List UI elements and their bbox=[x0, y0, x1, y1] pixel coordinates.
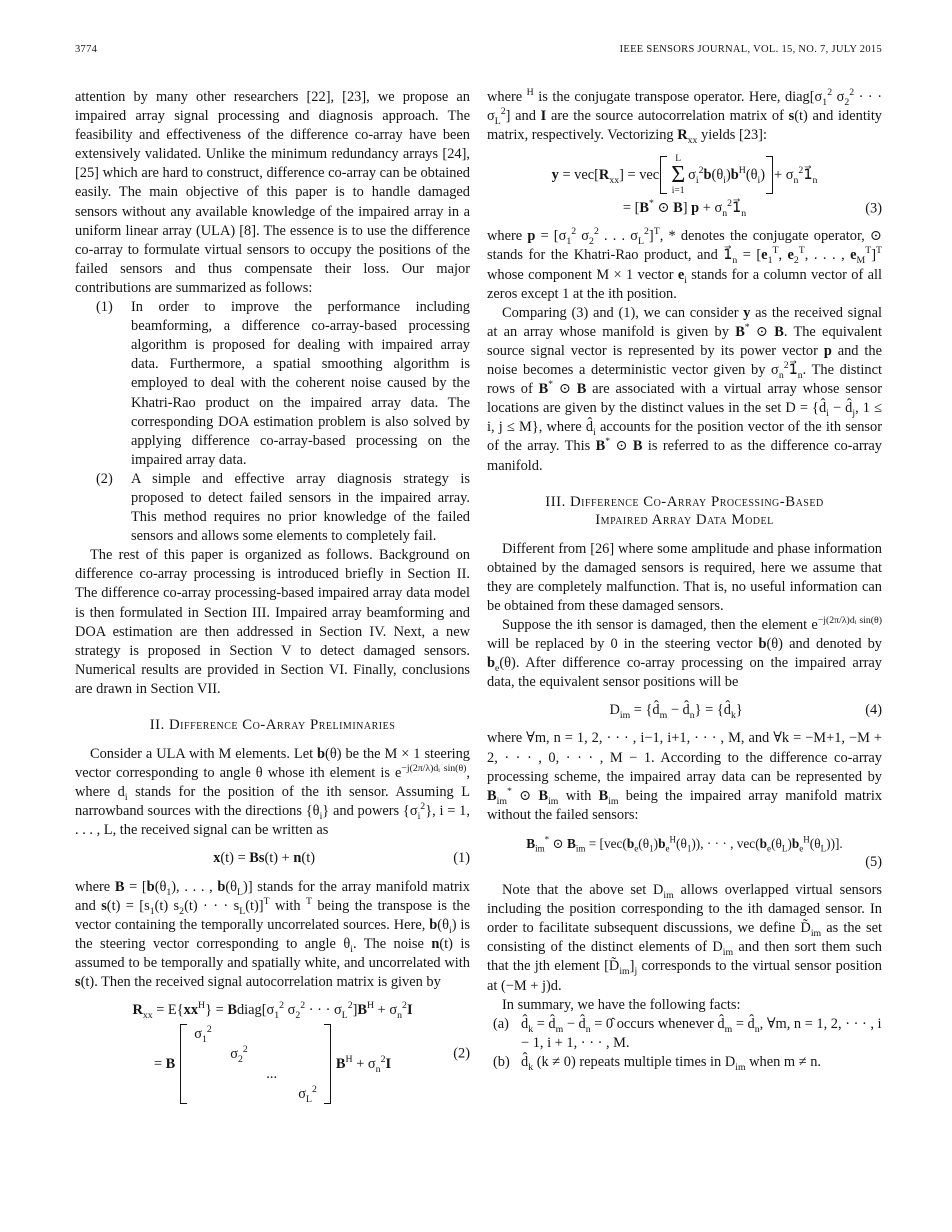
list-item-text: A simple and effective array diagnosis strategy is proposed to detect failed sensors in the impaired array. This method requires no prior knowledge of the failed sensors and allows some elements to completely fail. bbox=[131, 470, 470, 545]
equation-tag: (2) bbox=[453, 1045, 470, 1062]
equation-body: = [B* ⊙ B] $p + \sigma_n^21⃗_n$ bbox=[622, 198, 747, 220]
contribution-item-1 bbox=[75, 298, 470, 470]
equation-line-2 bbox=[487, 199, 882, 218]
list-item-text: In order to improve the performance including beamforming, a difference co-array-based processing algorithm is proposed for dealing with impaired array data. Furthermore, a spatial smoothing algorithm is employed to deal with the coherent noise caused by the Khatri-Rao product on the impaired array data. The corresponding DOA estimation problem is also solved by applying difference co-array-based processing on the impaired array data. bbox=[131, 299, 470, 468]
equation-suffix: $B^H + \sigma_n^2I$ bbox=[335, 1053, 392, 1075]
equation-suffix: + $\sigma_n^21⃗_n$ bbox=[774, 164, 818, 186]
list-number: (2) bbox=[96, 470, 113, 487]
sigma-icon: Σ bbox=[671, 162, 686, 189]
heading-line-1: III. Difference Co-Array Processing-Based bbox=[545, 493, 824, 510]
equation-line: $R_{xx} = E\{xx^H\}$ = $Bdiag[\sigma_1^2$ $\sigma_2^2$ · · · $\sigma_L^2]B^H + \sigma_n^2I$ bbox=[132, 1000, 413, 1021]
equation-term: $\sigma_i^2b(\theta_i)b^H(\theta_i)$ bbox=[688, 164, 766, 186]
paragraph-intro: attention by many other researchers [22], [23], we propose an impaired array signal processing and diagnosis approach. The feasibility and effectiveness of the difference co-array have been extensively validated. Unlike the minimum redundancy arrays [24], [25] which are hard to construct, difference co-array can be obtained easily. The main objective of this paper is to handle damaged sensors without any available knowledge of the impaired array in a uniform linear array (ULA) [8]. The essence is to use the difference co-array to formulate virtual sensors to occupy the positions of the failed sensors and thus compensate their loss. Our major contributions are summarized as follows: bbox=[75, 89, 470, 296]
paragraph-outline: The rest of this paper is organized as follows. Background on difference co-array processing is introduced briefly in Section II. The difference co-array processing-based impaired array data model is then formulated in Section III. Impaired array beamforming and DOA estimation are then addressed in Section IV. Next, a new strategy is proposed in Section V to detect damaged sensors. Numerical results are provided in Section VI. Finally, conclusions are drawn in Section VII. bbox=[75, 547, 470, 697]
equation-prefix: $y = vec[R_{xx}]$ = vec bbox=[551, 166, 660, 186]
paragraph-note: Note that the above set $D_{im}$ allows overlapped virtual sensors including the position corresponding to the ith damaged sensor. In order to facilitate subsequent discussions, we define $D̃_{im}$ as the set consisting of the distinct elements of $D_{im}$ and then sort them such that the jth element $[D̃_{im}]_j$ corresponds to the virtual sensor position at (−M + j)d. bbox=[487, 882, 883, 994]
right-bracket bbox=[766, 156, 773, 194]
matrix-entry: $\sigma_1^2$ bbox=[194, 1024, 212, 1046]
equation-body: $B_{im}^*$ ⊙ $B_{im} = [vec(b_e(\theta_1)b_e^H(\theta_1))$, · · · , $vec(b_e(\theta_L)b_e^H(\theta_L))$]. bbox=[526, 834, 843, 854]
equation-body: $D_{im}$ = {$d̂_m$ − $d̂_n$} = $\{d̂_k\}$ bbox=[609, 702, 743, 722]
equation-tag: (4) bbox=[865, 702, 882, 719]
right-bracket bbox=[324, 1024, 331, 1104]
list-number: (b) bbox=[493, 1053, 510, 1070]
matrix-entry: $\sigma_2^2$ bbox=[230, 1044, 248, 1066]
fact-item-a bbox=[487, 1015, 882, 1053]
right-column bbox=[487, 88, 882, 1115]
journal-title: IEEE SENSORS JOURNAL, VOL. 15, NO. 7, JULY 2015 bbox=[619, 44, 882, 55]
summation-symbol bbox=[671, 154, 685, 196]
matrix-rows bbox=[188, 1022, 323, 1106]
equation-4 bbox=[487, 701, 882, 720]
paragraph-different: Different from [26] where some amplitude and phase information obtained by the damaged sensors is required, here we assume that they are completely malfunction. That is, no useful information can be obtained from these damaged sensors. bbox=[487, 540, 882, 614]
paragraph-conjugate: where $^H$ is the conjugate transpose operator. Here, $diag[\sigma_1^2$ $\sigma_2^2$ · · · $\sigma_L^2$] and I are the source autocorrelation matrix of s(t) and identity matrix, respectively. Vectorizing $R_{xx}$ yields [23]: bbox=[487, 87, 883, 147]
equation-tag: (1) bbox=[453, 850, 470, 867]
equation-1 bbox=[75, 849, 470, 868]
equation-3 bbox=[487, 154, 882, 218]
equation-line-matrix bbox=[75, 1022, 470, 1106]
running-header bbox=[75, 44, 882, 55]
paragraph-suppose: Suppose the ith sensor is damaged, then the element $e^{-j(2\pi/\lambda)dᵢ sin(\theta)}$ will be replaced by 0 in the steering vector b(θ) and denoted by $b_e(\theta)$. After difference co-array processing on the impaired array data, the equivalent sensor positions will be bbox=[487, 615, 883, 691]
sum-lower-limit: i=1 bbox=[671, 186, 685, 197]
contribution-item-2 bbox=[75, 470, 470, 546]
paragraph-forall: where ∀m, n = 1, 2, · · · , i−1, i+1, · · · , M, and ∀k = −M+1, −M + 2, · · · , 0, · · · , M − 1. According to the difference co-array processing scheme, the impaired array data can be represented by $B_{im}^*$ ⊙ $B_{im}$ with $B_{im}$ being the impaired array manifold matrix without the failed sensors: bbox=[487, 730, 883, 823]
sum-upper-limit: L bbox=[675, 154, 682, 165]
fact-item-b bbox=[487, 1053, 882, 1072]
equation-2 bbox=[75, 1001, 470, 1106]
list-number: (1) bbox=[96, 299, 113, 316]
section-heading-2: II. Difference Co-Array Preliminaries bbox=[149, 717, 396, 733]
matrix-entry: ... bbox=[266, 1066, 278, 1083]
diagonal-matrix bbox=[179, 1022, 332, 1106]
paragraph-khatri-rao: where $p = [\sigma_1^2$ $\sigma_2^2$ . . . $\sigma_L^2]^T$, * denotes the conjugate operator, ⊙ stands for the Khatri-Rao product, and $1⃗_n = [e_1^T$, $e_2^T$, . . . , $e_M^T]^T$ whose component M × 1 vector $e_i$ stands for a column vector of all zeros except 1 at the ith position. bbox=[487, 226, 882, 302]
left-bracket bbox=[180, 1024, 187, 1104]
matrix-entry: $\sigma_L^2$ bbox=[298, 1084, 317, 1106]
list-number: (a) bbox=[493, 1015, 509, 1032]
section-heading-3 bbox=[487, 493, 882, 529]
equation-5 bbox=[487, 834, 882, 872]
left-bracket bbox=[660, 156, 667, 194]
paragraph-manifold: where $B = [b(\theta_1)$, . . . , $b(\theta_L)$] stands for the array manifold matrix and $s(t) = [s_1(t) s_2(t)$ · · · $s_L(t)]^T$ with $^T$ being the transpose is the vector containing the temporally uncorrelated sources. Here, $b(\theta_i)$ is the steering vector corresponding to angle $\theta_i$. The noise n(t) is assumed to be temporally and spatially white, and uncorrelated with s(t). Then the received signal autocorrelation matrix is given by bbox=[75, 878, 471, 991]
equation-tag: (3) bbox=[865, 200, 882, 217]
paragraph-comparing: Comparing (3) and (1), we can consider y as the received signal at an array whose manifold is given by B* ⊙ B. The equivalent source signal vector is represented by its power vector p and the noise becomes a deterministic vector given by $\sigma_n^21⃗_n$. The distinct rows of B* ⊙ B are associated with a virtual array whose sensor locations are given by the distinct values in the set $D = \{d̂_i$ − $d̂_j$, 1 ≤ i, j ≤ M}, where $d̂_i$ accounts for the position vector of the ith sensor of the array. This B* ⊙ B is referred to as the difference co-array manifold. bbox=[487, 304, 883, 474]
equation-prefix: = B bbox=[153, 1055, 176, 1072]
heading-line-2: Impaired Array Data Model bbox=[595, 511, 774, 528]
equation-body: x(t) = Bs(t) + n(t) bbox=[213, 850, 316, 867]
two-column-body bbox=[75, 88, 882, 1115]
fact-text: $d̂_k$ (k ≠ 0) repeats multiple times in $D_{im}$ when m ≠ n. bbox=[521, 1053, 822, 1073]
page-number: 3774 bbox=[75, 44, 98, 55]
fact-text: $d̂_k$ = $d̂_m$ − $d̂_n$ = 0̂ occurs whenever $d̂_m$ = $d̂_n$, ∀m, n = 1, 2, · · · , i − 1, i + 1, · · · , M. bbox=[521, 1015, 882, 1051]
equation-tag: (5) bbox=[865, 854, 882, 870]
paragraph-ula: Consider a ULA with M elements. Let b(θ) be the M × 1 steering vector corresponding to angle θ whose ith element is $e^{-j(2\pi/\lambda)dᵢ sin(\theta)}$, where $d_i$ stands for the position of the ith sensor. Assuming L narrowband sources with the directions $\{\theta_i\}$ and powers $\{\sigma_i^2\}$, i = 1, . . . , L, the received signal can be written as bbox=[75, 746, 471, 839]
equation-line-sum bbox=[487, 154, 882, 196]
left-column bbox=[75, 88, 470, 1115]
paragraph-summary: In summary, we have the following facts: bbox=[502, 996, 741, 1013]
